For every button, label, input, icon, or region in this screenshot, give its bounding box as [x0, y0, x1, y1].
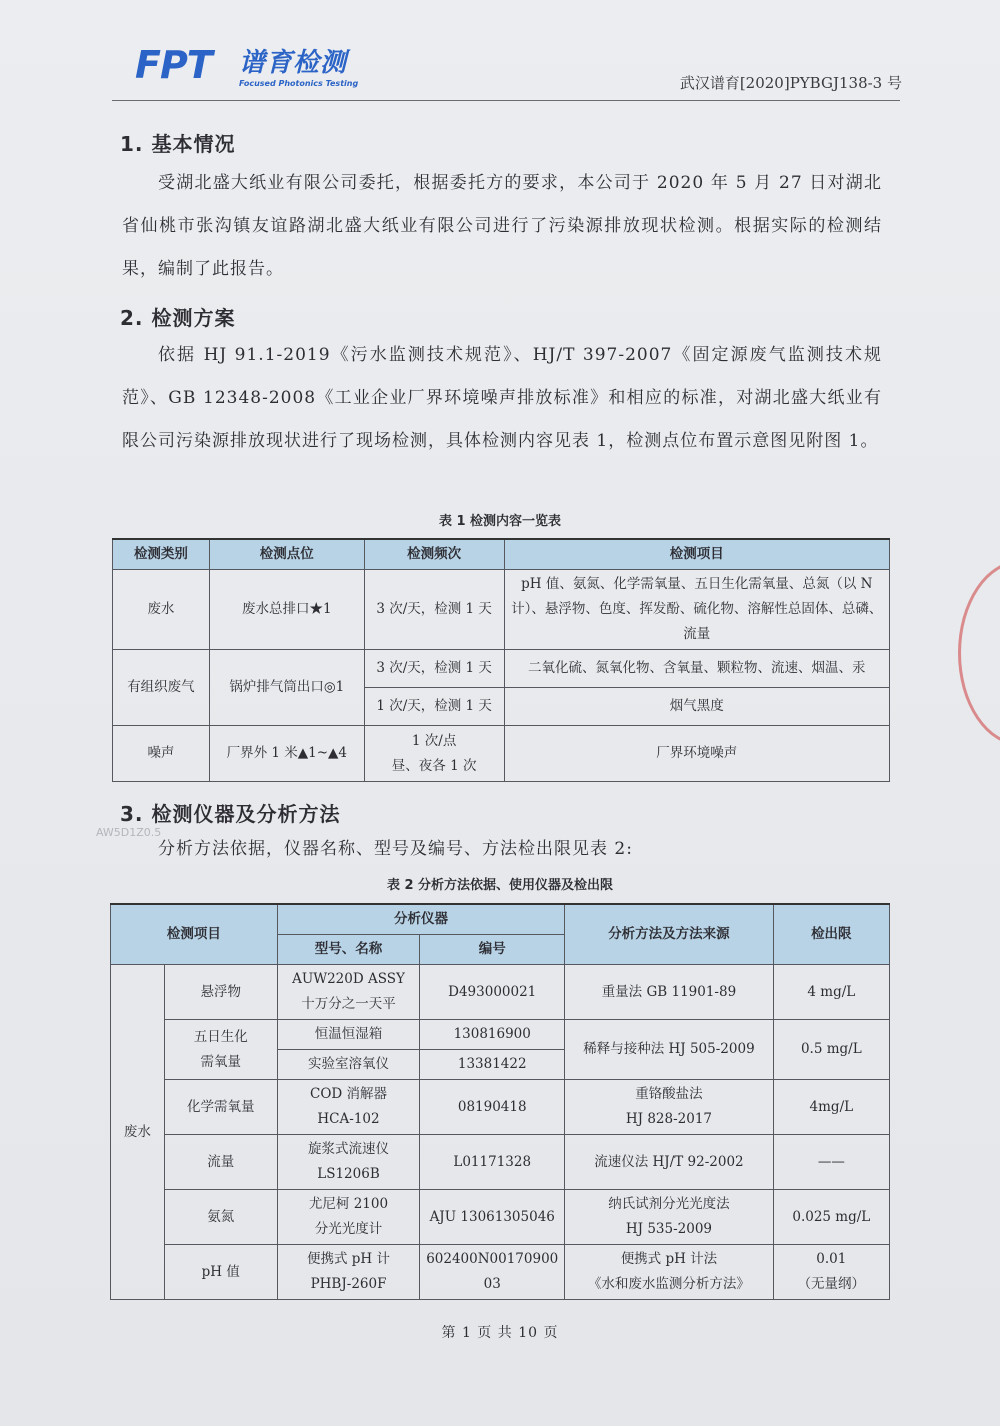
cell-method: [565, 1080, 773, 1135]
method-line: 《水和废水监测分析方法》: [587, 1276, 750, 1292]
model-line: LS1206B: [317, 1166, 380, 1182]
model-line: 便携式 pH 计: [307, 1251, 390, 1267]
table-row: [113, 570, 890, 650]
header-serial: 编号: [420, 935, 565, 965]
cell-item: 化学需氧量: [164, 1080, 277, 1135]
table-header-row: [113, 539, 890, 570]
table-row: [111, 1020, 890, 1050]
model-line: HCA-102: [317, 1111, 380, 1127]
cell-model: 恒温恒湿箱: [277, 1020, 419, 1050]
cell-category: 噪声: [113, 726, 210, 782]
table-header-row: [111, 904, 890, 935]
cell-limit: 4mg/L: [773, 1080, 889, 1135]
header-category: 检测类别: [113, 539, 210, 570]
cell-method: 重量法 GB 11901-89: [565, 965, 773, 1020]
cell-item: 悬浮物: [164, 965, 277, 1020]
table-row: [111, 1190, 890, 1245]
cell-model: [277, 1190, 419, 1245]
header-method: 分析方法及方法来源: [565, 904, 773, 965]
cell-model: 实验室溶氧仪: [277, 1050, 419, 1080]
table2-analysis-methods: [110, 903, 890, 1300]
cell-items: 二氧化硫、氮氧化物、含氧量、颗粒物、流速、烟温、汞: [504, 650, 889, 688]
cell-point: 废水总排口★1: [209, 570, 364, 650]
cell-serial: 08190418: [420, 1080, 565, 1135]
table1-detection-content: [112, 538, 890, 782]
cell-item: pH 值: [164, 1245, 277, 1300]
serial-line: 03: [483, 1276, 501, 1292]
logo-chinese-name: 谱育检测: [239, 48, 348, 78]
company-logo: [135, 43, 375, 90]
table1-caption: 表 1 检测内容一览表: [438, 514, 562, 529]
table-row: [111, 1245, 890, 1300]
cell-item: 氨氮: [164, 1190, 277, 1245]
model-line: 旋浆式流速仪: [308, 1141, 389, 1157]
header-divider: [112, 100, 900, 101]
section2-body: 依据 HJ 91.1-2019《污水监测技术规范》、HJ/T 397-2007《固定源废气监测技术规范》、GB 12348-2008《工业企业厂界环境噪声排放标准》和相应的标准，对湖北盛大纸业有限公司污染源排放现状进行了现场检测，具体检测内容见表 1，检测点位布置示意图见附图 1。: [122, 345, 882, 451]
header-point: 检测点位: [209, 539, 364, 570]
cell-model: [277, 1245, 419, 1300]
table-row: [111, 1080, 890, 1135]
cell-frequency: [364, 726, 504, 782]
header-instrument: 分析仪器: [277, 904, 564, 935]
red-seal-stamp: [958, 560, 1000, 746]
model-line: PHBJ-260F: [310, 1276, 387, 1292]
model-line: COD 消解器: [310, 1086, 388, 1102]
cell-items: pH 值、氨氮、化学需氧量、五日生化需氧量、总氮（以 N 计）、悬浮物、色度、挥发酚、硫化物、溶解性总固体、总磷、流量: [504, 570, 889, 650]
logo-english-name: Focused Photonics Testing: [239, 79, 359, 88]
item-line: 五日生化: [193, 1028, 248, 1045]
cell-serial: D493000021: [420, 965, 565, 1020]
method-line: 重铬酸盐法: [635, 1086, 703, 1102]
model-line: 尤尼柯 2100: [308, 1196, 389, 1212]
cell-item: [164, 1020, 277, 1080]
header-item: 检测项目: [111, 904, 278, 965]
cell-limit: [773, 1245, 889, 1300]
cell-model: [277, 1080, 419, 1135]
cell-method: [565, 1245, 773, 1300]
cell-limit: 0.025 mg/L: [773, 1190, 889, 1245]
table-row: [113, 726, 890, 782]
document-number: 武汉谱育[2020]PYBGJ138-3 号: [679, 74, 902, 92]
model-line: AUW220D ASSY: [292, 971, 405, 987]
section1-heading: 1. 基本情况: [120, 132, 236, 156]
cell-method: [565, 1190, 773, 1245]
model-line: 十万分之一天平: [301, 996, 396, 1012]
logo-mark: FPT: [135, 43, 212, 87]
cell-serial: [420, 1245, 565, 1300]
cell-category: 废水: [111, 965, 165, 1300]
page-number: 第 1 页 共 10 页: [441, 1325, 559, 1341]
freq-line: 1 次/点: [411, 732, 457, 749]
method-line: HJ 828-2017: [625, 1111, 713, 1127]
model-line: 分光光度计: [314, 1221, 383, 1237]
limit-line: 0.01: [816, 1251, 847, 1267]
cell-frequency: 3 次/天，检测 1 天: [364, 570, 504, 650]
item-line: 需氧量: [200, 1053, 242, 1070]
cell-serial: AJU 13061305046: [420, 1190, 565, 1245]
cell-point: 锅炉排气筒出口◎1: [209, 650, 364, 726]
serial-line: 602400N00170900: [426, 1251, 559, 1267]
table-row: [111, 1135, 890, 1190]
cell-model: [277, 1135, 419, 1190]
cell-model: [277, 965, 419, 1020]
limit-line: （无量纲）: [797, 1276, 866, 1292]
method-line: 便携式 pH 计法: [620, 1251, 718, 1267]
section3-intro: 分析方法依据，仪器名称、型号及编号、方法检出限见表 2:: [158, 839, 633, 859]
header-frequency: 检测频次: [364, 539, 504, 570]
header-model: 型号、名称: [277, 935, 419, 965]
cell-serial: 130816900: [420, 1020, 565, 1050]
cell-category: 有组织废气: [113, 650, 210, 726]
cell-serial: 13381422: [420, 1050, 565, 1080]
method-line: 纳氏试剂分光光度法: [608, 1196, 730, 1212]
cell-limit: 4 mg/L: [773, 965, 889, 1020]
section1-body: 受湖北盛大纸业有限公司委托，根据委托方的要求，本公司于 2020 年 5 月 27 日对湖北省仙桃市张沟镇友谊路湖北盛大纸业有限公司进行了污染源排放现状检测。根据实际的检测结果，编制了此报告。: [122, 173, 882, 279]
cell-point: 厂界外 1 米▲1~▲4: [209, 726, 364, 782]
section2-heading: 2. 检测方案: [120, 306, 236, 330]
cell-serial: L01171328: [420, 1135, 565, 1190]
cell-items: 厂界环境噪声: [504, 726, 889, 782]
section3-heading: 3. 检测仪器及分析方法: [120, 802, 341, 826]
freq-line: 昼、夜各 1 次: [391, 757, 477, 774]
header-items: 检测项目: [504, 539, 889, 570]
cell-method: 稀释与接种法 HJ 505-2009: [565, 1020, 773, 1080]
cell-category: 废水: [113, 570, 210, 650]
faint-imprint: AW5D1Z0.5: [96, 826, 162, 839]
cell-items: 烟气黑度: [504, 688, 889, 726]
cell-method: 流速仪法 HJ/T 92-2002: [565, 1135, 773, 1190]
cell-frequency: 1 次/天，检测 1 天: [364, 688, 504, 726]
cell-frequency: 3 次/天，检测 1 天: [364, 650, 504, 688]
table-row: [113, 650, 890, 688]
method-line: HJ 535-2009: [625, 1221, 713, 1237]
cell-item: 流量: [164, 1135, 277, 1190]
table2-caption: 表 2 分析方法依据、使用仪器及检出限: [386, 878, 614, 893]
table-row: [111, 965, 890, 1020]
header-limit: 检出限: [773, 904, 889, 965]
cell-limit: ——: [773, 1135, 889, 1190]
cell-limit: 0.5 mg/L: [773, 1020, 889, 1080]
